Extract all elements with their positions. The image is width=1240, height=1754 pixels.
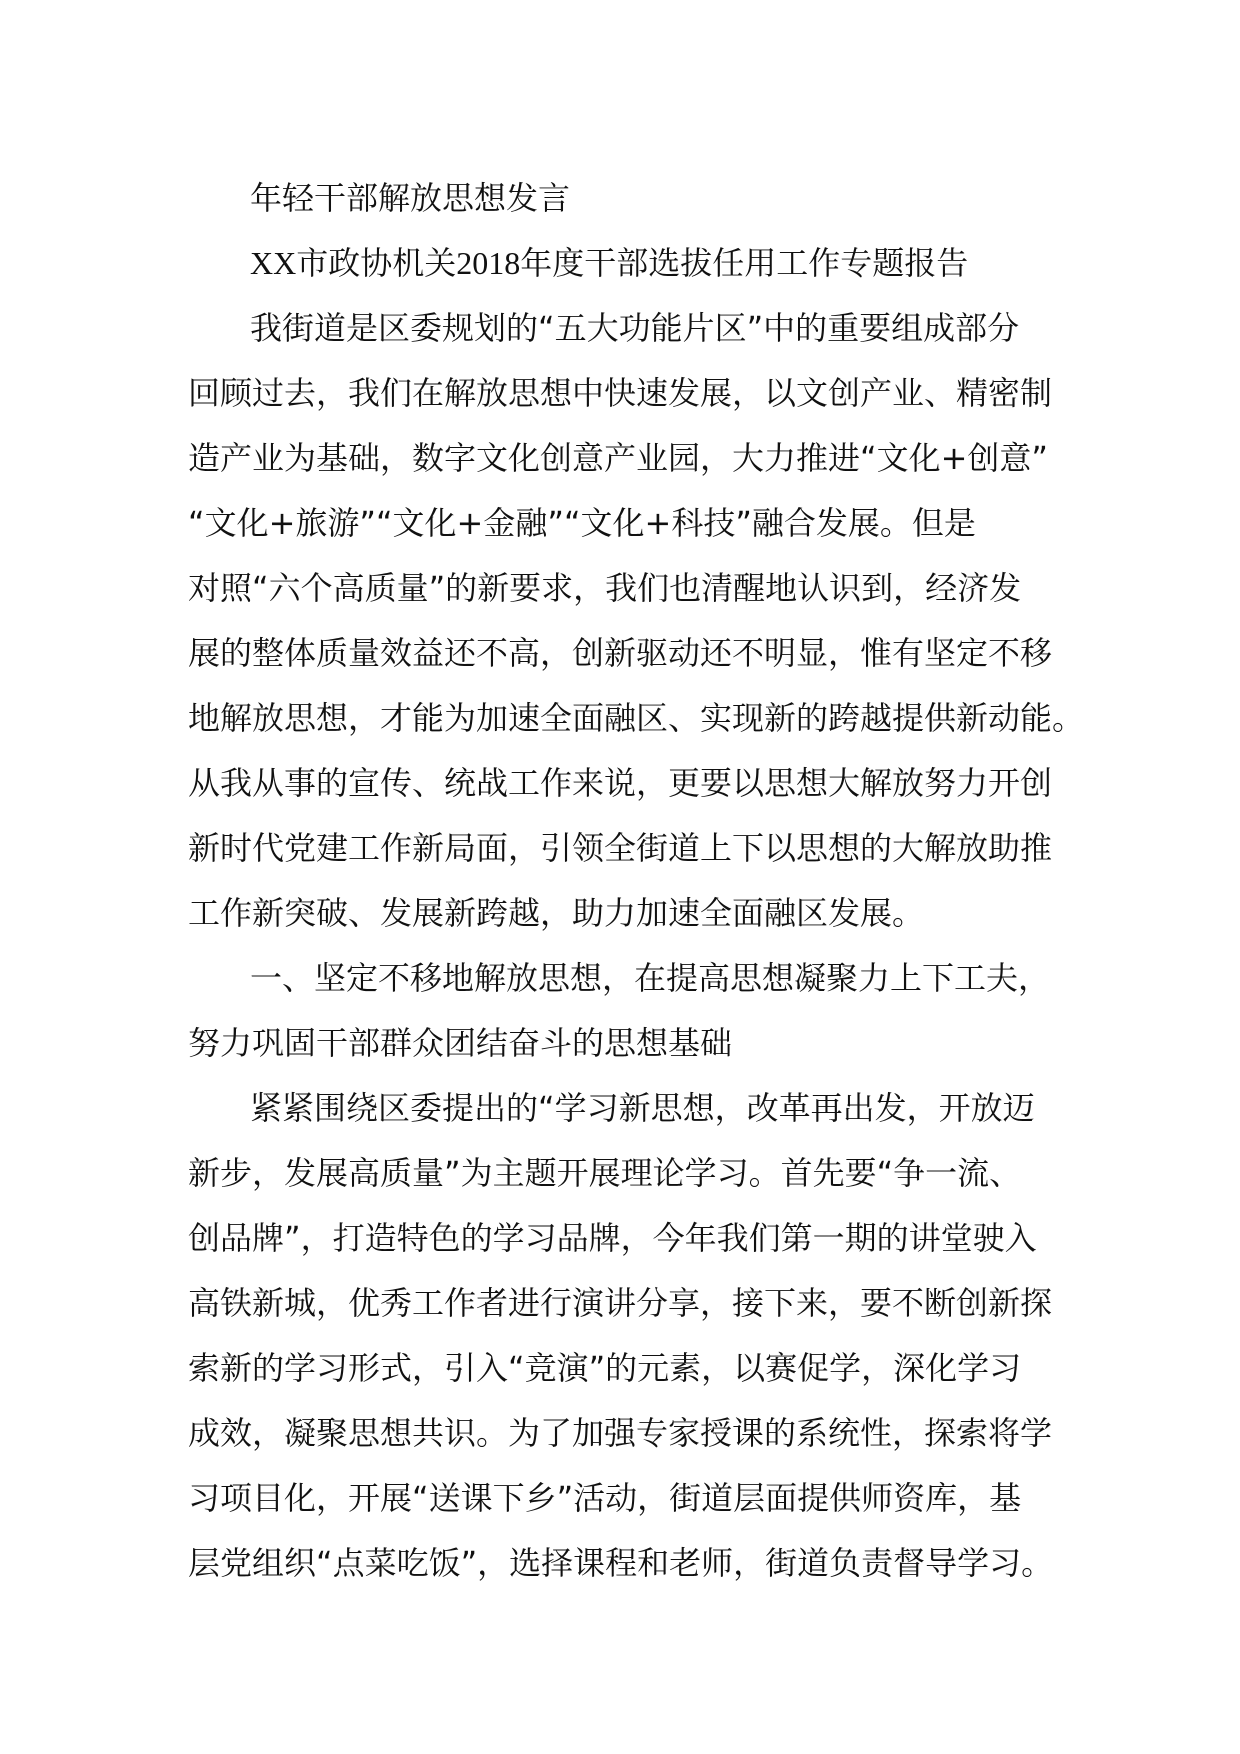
paragraph-2-line: 成效，凝聚思想共识。为了加强专家授课的系统性，探索将学 (188, 1414, 1053, 1452)
document-subtitle: XX市政协机关2018年度干部选拔任用工作专题报告 (250, 245, 969, 281)
document-title: 年轻干部解放思想发言 (250, 179, 571, 217)
paragraph-1-line: 我街道是区委规划的“五大功能片区”中的重要组成部分 (250, 309, 1020, 347)
paragraph-1-line: 造产业为基础，数字文化创意产业园，大力推进“文化+创意” (188, 439, 1048, 477)
paragraph-2-line: 高铁新城，优秀工作者进行演讲分享，接下来，要不断创新探 (188, 1284, 1053, 1322)
paragraph-1-line: 工作新突破、发展新跨越，助力加速全面融区发展。 (188, 894, 925, 932)
paragraph-2-line: 习项目化，开展“送课下乡”活动，街道层面提供师资库，基 (188, 1479, 1022, 1517)
paragraph-1-line: 展的整体质量效益还不高，创新驱动还不明显，惟有坚定不移 (188, 634, 1053, 672)
paragraph-1-line: 回顾过去，我们在解放思想中快速发展，以文创产业、精密制 (188, 374, 1053, 412)
paragraph-2-line: 层党组织“点菜吃饭”，选择课程和老师，街道负责督导学习。 (188, 1544, 1054, 1582)
paragraph-1-line: 对照“六个高质量”的新要求，我们也清醒地认识到，经济发 (188, 569, 1022, 607)
paragraph-2-line: 创品牌”，打造特色的学习品牌，今年我们第一期的讲堂驶入 (188, 1219, 1037, 1257)
section-heading-line: 努力巩固干部群众团结奋斗的思想基础 (188, 1024, 733, 1062)
paragraph-1-line: 从我从事的宣传、统战工作来说，更要以思想大解放努力开创 (188, 764, 1053, 802)
paragraph-2-line: 新步，发展高质量”为主题开展理论学习。首先要“争一流、 (188, 1154, 1022, 1192)
document-body (188, 166, 1085, 1596)
paragraph-2-line: 紧紧围绕区委提出的“学习新思想，改革再出发，开放迈 (250, 1089, 1035, 1127)
paragraph-1-line: 新时代党建工作新局面，引领全街道上下以思想的大解放助推 (188, 829, 1053, 867)
paragraph-2-line: 索新的学习形式，引入“竞演”的元素，以赛促学，深化学习 (188, 1349, 1022, 1387)
section-heading-line: 一、坚定不移地解放思想，在提高思想凝聚力上下工夫， (250, 959, 1051, 997)
paragraph-1-line: 地解放思想，才能为加速全面融区、实现新的跨越提供新动能。 (188, 699, 1085, 737)
paragraph-1-line: “文化+旅游”“文化+金融”“文化+科技”融合发展。但是 (188, 504, 976, 542)
